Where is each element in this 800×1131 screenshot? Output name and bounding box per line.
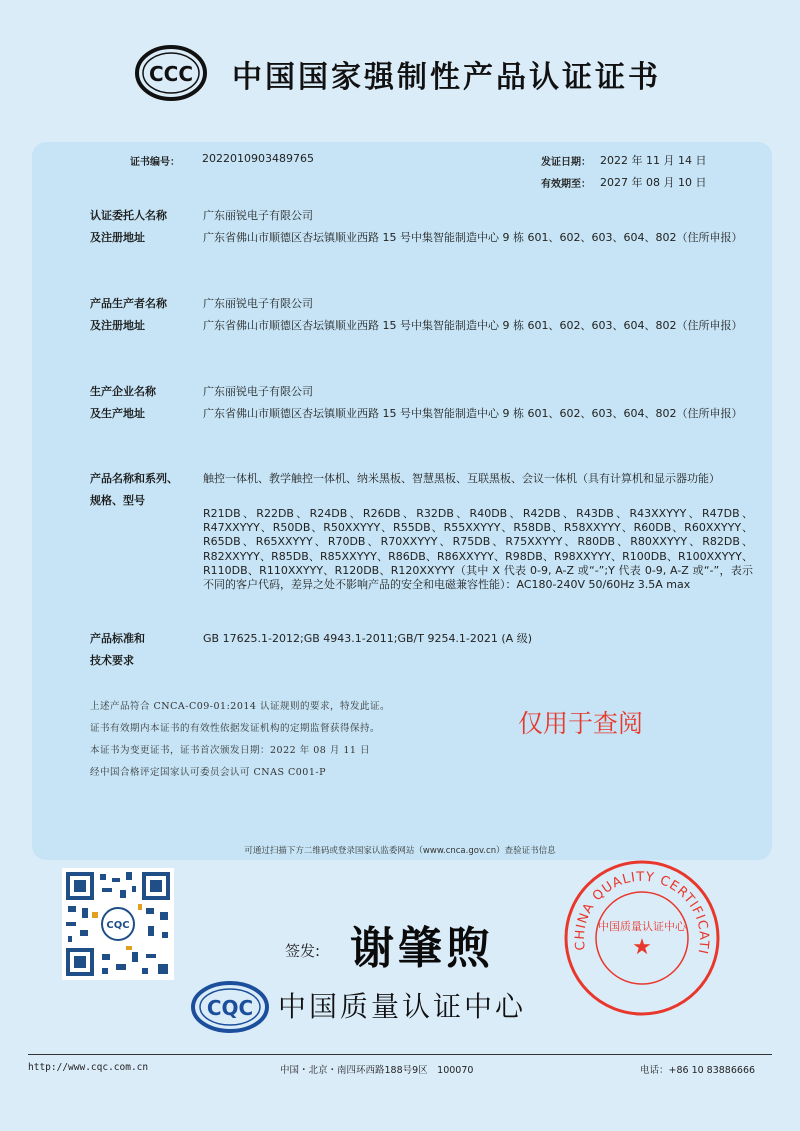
maker-name: 广东丽锐电子有限公司 [203,297,313,310]
organization-name: 中国质量认证中心 [278,990,527,1023]
footer-url[interactable]: http://www.cqc.com.cn [28,1062,149,1073]
product-label: 产品名称和系列、 规格、型号 [90,472,178,507]
page-title: 中国国家强制性产品认证证书 [232,60,661,95]
cqc-logo [190,980,270,1034]
standard-label: 产品标准和 技术要求 [90,632,145,667]
cert-no-value: 2022010903489765 [202,152,314,165]
cert-no-label: 证书编号： [130,157,180,168]
factory-address: 广东省佛山市顺德区杏坛镇顺业西路 15 号中集智能制造中心 9 栋 601、602、603、604、802（住所申报） [203,407,743,420]
factory-label: 生产企业名称 及生产地址 [90,385,156,420]
client-address: 广东省佛山市顺德区杏坛镇顺业西路 15 号中集智能制造中心 9 栋 601、602、603、604、802（住所申报） [203,231,743,244]
note-3: 本证书为变更证书，证书首次颁发日期：2022 年 08 月 11 日 [90,745,370,756]
expire-date-value: 2027 年 08 月 10 日 [600,176,707,189]
qr-code[interactable] [62,868,174,980]
footer-phone: 电话：+86 10 83886666 [640,1065,756,1076]
client-name: 广东丽锐电子有限公司 [203,209,313,222]
svg-text:CQC: CQC [206,996,254,1020]
sign-label: 签发: [285,942,321,960]
issue-date-value: 2022 年 11 月 14 日 [600,154,707,167]
product-models: R21DB、R22DB、R24DB、R26DB、R32DB、R40DB、R42DB、R43DB、R43XXYYY、R47DB、R47XXYYY、R50DB、R50XXYYY、R55DB、R55XXYYY、R58DB、R58XXYYY、R60DB、R60XXYYY、R65DB、R65XXYYY、R70DB、R70XXYYY、R75DB、R75XXYYY、R80DB、R80XXYYY、R82DB、R82XXYYY、R85DB、R85XXYYY、R86DB、R86XXYYY、R98DB、R98XXYYY、R100DB、R100XXYYY、R110DB、R110XXYYY、R120DB、R120XXYYY（其中 X 代表 0-9, A-Z 或“-”;Y 代表 0-9, A-Z 或“-”，表示不同的客户代码，差异之处不影响产品的安全和电磁兼容性能）：AC180-240V 50/60Hz 3.5A max [203,507,753,592]
client-label: 认证委托人名称 及注册地址 [90,209,167,244]
factory-name: 广东丽锐电子有限公司 [203,385,313,398]
note-1: 上述产品符合 CNCA-C09-01:2014 认证规则的要求，特发此证。 [90,701,390,712]
stamp-inner-text: 中国质量认证中心 [598,920,686,933]
product-name: 触控一体机、教学触控一体机、纳米黑板、智慧黑板、互联黑板、会议一体机（具有计算机和显示器功能） [203,472,720,485]
client-info [203,205,753,249]
factory-info [203,381,753,425]
expire-date-label: 有效期至： [541,179,591,190]
issue-date-label: 发证日期： [541,157,591,168]
qr-hint: 可通过扫描下方二维码或登录国家认监委网站（www.cnca.gov.cn）查验证书信息 [244,846,556,856]
ccc-logo [134,44,208,102]
ccc-logo-text: CCC [148,62,194,86]
maker-address: 广东省佛山市顺德区杏坛镇顺业西路 15 号中集智能制造中心 9 栋 601、602、603、604、802（住所申报） [203,319,743,332]
footer-address: 中国・北京・南四环西路188号9区 100070 [280,1065,474,1076]
signature: 谢肇煦 [350,923,494,974]
note-2: 证书有效期内本证书的有效性依据发证机构的定期监督获得保持。 [90,723,381,734]
svg-text:★: ★ [632,935,652,960]
maker-info [203,293,753,337]
standard-value: GB 17625.1-2012;GB 4943.1-2011;GB/T 9254.1-2021 (A 级) [203,632,532,645]
footer-divider [28,1054,772,1055]
note-4: 经中国合格评定国家认可委员会认可 CNAS C001-P [90,767,326,778]
official-stamp [562,858,722,1018]
svg-text:CQC: CQC [106,920,130,931]
maker-label: 产品生产者名称 及注册地址 [90,297,167,332]
watermark: 仅用于查阅 [518,709,644,738]
stamp-outer-text: CHINA QUALITY CERTIFICATI [572,869,712,956]
